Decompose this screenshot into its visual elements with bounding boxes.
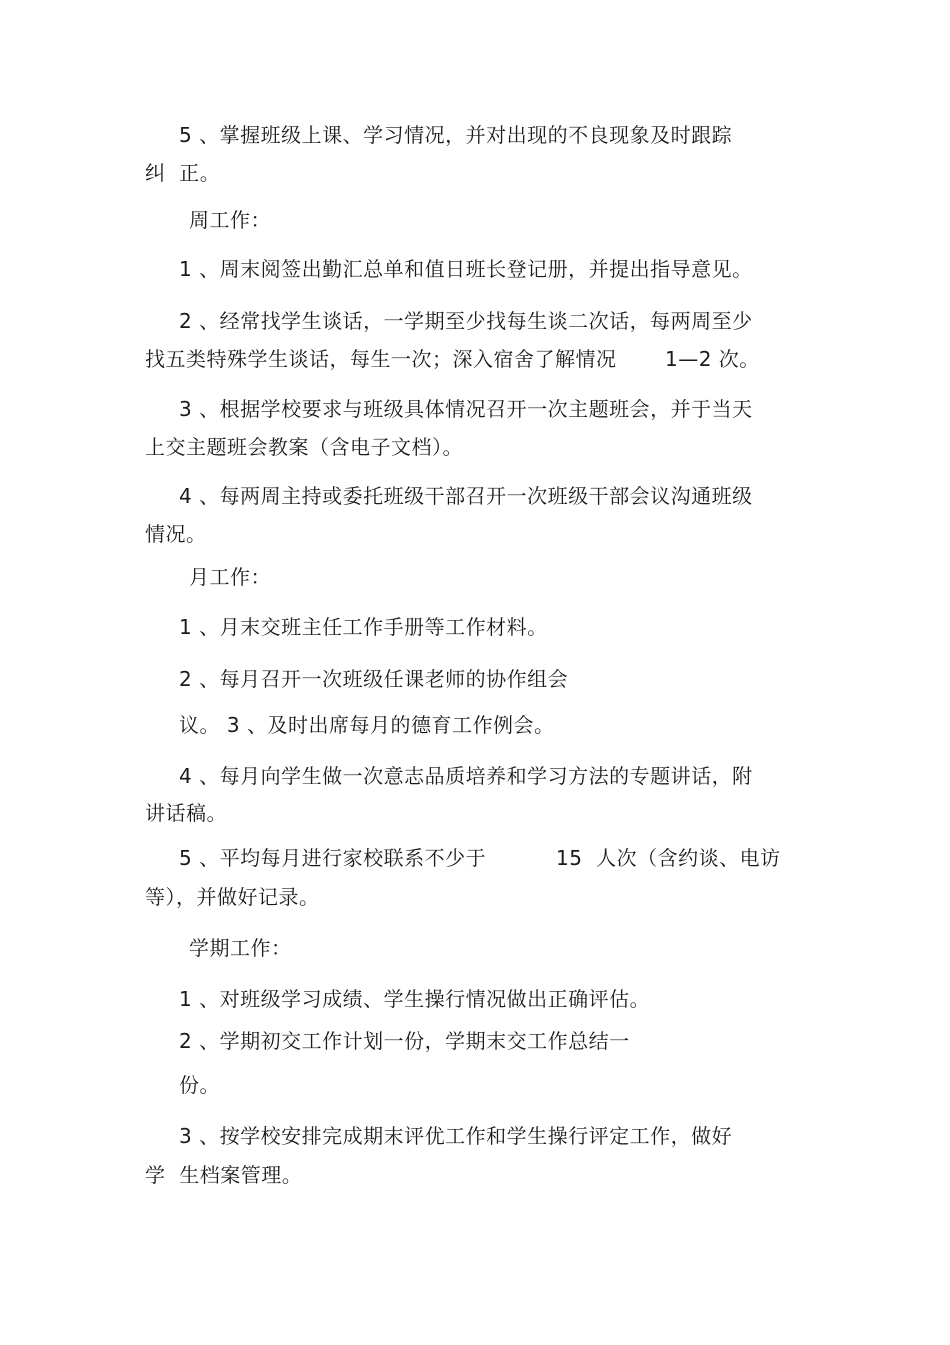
section-heading-weekly: 周工作： [189, 208, 271, 232]
text-line: 1 、月末交班主任工作手册等工作材料。 [179, 615, 548, 639]
text-line: 3 、按学校安排完成期末评优工作和学生操行评定工作，做好 [179, 1124, 733, 1148]
text-line: 议。 3 、及时出席每月的德育工作例会。 [179, 713, 555, 737]
section-heading-monthly: 月工作： [189, 565, 271, 589]
section-heading-semester: 学期工作： [189, 936, 292, 960]
text-line: 4 、每两周主持或委托班级干部召开一次班级干部会议沟通班级 [179, 484, 753, 508]
text-line: 3 、根据学校要求与班级具体情况召开一次主题班会，并于当天 [179, 397, 753, 421]
text-line: 5 、掌握班级上课、学习情况，并对出现的不良现象及时跟踪 [179, 123, 733, 147]
text-line: 2 、每月召开一次班级任课老师的协作组会 [179, 667, 569, 691]
text-line: 份。 [179, 1073, 220, 1097]
text-line: 2 、经常找学生谈话，一学期至少找每生谈二次话，每两周至少 [179, 309, 753, 333]
text-line: 4 、每月向学生做一次意志品质培养和学习方法的专题讲话，附 [179, 764, 753, 788]
text-line: 上交主题班会教案（含电子文档）。 [145, 435, 463, 459]
text-line: 纠 正。 [145, 161, 221, 185]
text-line: 1 、对班级学习成绩、学生操行情况做出正确评估。 [179, 987, 651, 1011]
text-line: 找五类特殊学生谈话，每生一次；深入宿舍了解情况 [145, 347, 617, 371]
text-line: 等），并做好记录。 [145, 885, 320, 909]
text-line: 讲话稿。 [145, 801, 227, 825]
text-line: 1—2 次。 [665, 347, 760, 371]
text-line: 情况。 [145, 522, 207, 546]
text-line: 15 人次（含约谈、电访 [556, 846, 781, 870]
text-line: 学 生档案管理。 [145, 1163, 303, 1187]
text-line: 1 、周末阅签出勤汇总单和值日班长登记册，并提出指导意见。 [179, 257, 753, 281]
text-line: 5 、平均每月进行家校联系不少于 [179, 846, 487, 870]
text-line: 2 、学期初交工作计划一份，学期末交工作总结一 [179, 1029, 630, 1053]
